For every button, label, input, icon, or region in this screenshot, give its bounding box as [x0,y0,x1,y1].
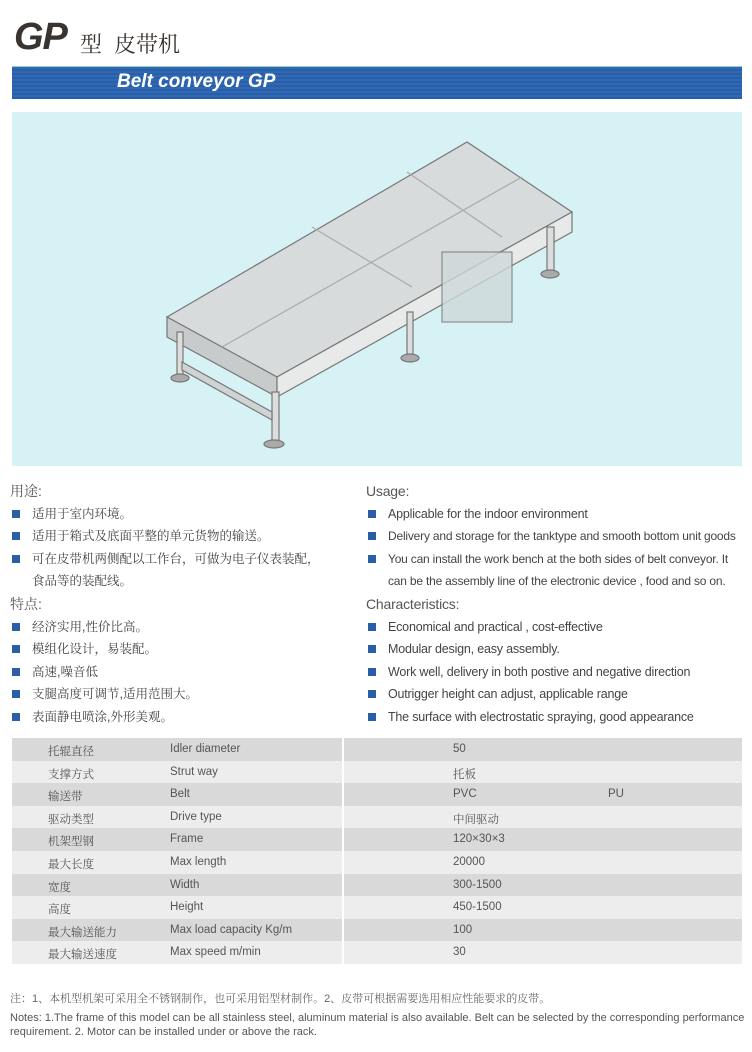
bullet-icon [368,668,376,676]
bullet-icon [368,645,376,653]
spec-table [12,738,742,964]
cell-en: Width [170,878,200,891]
cell-v1: 100 [453,923,473,936]
table-row [12,941,742,964]
bullet-icon [368,510,376,518]
item-text: The surface with electrostatic spraying, good appearance [388,709,694,724]
page-title-cn [80,28,180,59]
item-text: Economical and practical , cost-effective [388,619,603,634]
item-text: You can install the work bench at the both sides of belt conveyor. It [388,551,728,566]
bullet-icon [12,555,20,563]
bullet-icon [12,623,20,631]
item-text: 可在皮带机两侧配以工作台，可做为电子仪表装配， [32,551,320,566]
list-item [10,503,355,526]
cell-cn: 宽度 [48,881,71,894]
cell-v1: 50 [453,743,466,755]
notes-en: Notes: 1.The frame of this model can be all stainless steel, aluminum material is also available. Belt can be selected by the corresponding performance requirement. 2. Motor can be installed under or above the rack. [10,1012,745,1038]
item-text: Applicable for the indoor environment [388,506,588,521]
bullet-icon [12,510,20,518]
cell-v1: 300-1500 [453,878,502,891]
cell-v1: 120×30×3 [453,833,505,846]
cell-cn: 最大长度 [48,858,94,871]
column-divider [342,896,344,919]
cell-en: Max load capacity Kg/m [170,923,293,936]
cell-cn: 最大输送速度 [48,949,117,962]
cell-en: Frame [170,833,204,846]
cell-en: Belt [170,788,190,801]
item-text: 经济实用,性价比高。 [32,619,148,634]
list-item [10,661,355,684]
bullet-icon [12,645,20,653]
conveyor-illustration [12,112,742,466]
product-image [12,112,742,466]
cell-en: Idler diameter [170,743,241,755]
usage-heading-en: Usage: [366,483,410,499]
cell-v1: PVC [453,788,477,801]
list-item [10,706,355,729]
cell-en: Max length [170,855,227,868]
list-item [366,683,751,706]
list-item [366,661,751,684]
list-item [366,548,751,571]
model-logo: GP [14,16,67,58]
list-item [366,525,751,548]
bullet-icon [12,668,20,676]
item-text: Outrigger height can adjust, applicable range [388,687,628,702]
cell-v2: PU [608,788,624,801]
item-continuation: can be the assembly line of the electronic device , food and so on. [388,574,726,589]
item-text: 表面静电喷涂,外形美观。 [32,709,173,724]
cell-cn: 输送带 [48,791,83,804]
list-item [10,548,355,571]
item-text: Work well, delivery in both postive and negative direction [388,664,691,679]
table-row [12,896,742,919]
item-continuation: 食品等的装配线。 [32,574,133,589]
features-heading-en: Characteristics: [366,595,460,612]
usage-heading-cn: 用途: [10,483,42,499]
table-row [12,783,742,806]
cell-v1: 30 [453,946,466,959]
bullet-icon [368,690,376,698]
column-divider [342,941,344,964]
column-divider [342,828,344,851]
item-text: 适用于箱式及底面平整的单元货物的输送。 [32,529,270,544]
cell-v1: 中间驱动 [453,813,499,826]
bullet-icon [368,555,376,563]
cell-en: Height [170,901,204,914]
column-divider [342,783,344,806]
cell-cn: 高度 [48,904,71,917]
bullet-icon [12,713,20,721]
cell-v1: 托板 [453,768,476,781]
bullet-icon [368,532,376,540]
bullet-icon [368,713,376,721]
item-text: 高速,噪音低 [32,664,98,679]
table-row [12,738,742,761]
column-divider [342,761,344,784]
column-divider [342,919,344,942]
type-label: 型 [80,33,103,58]
notes-cn: 注：1、本机型机架可采用全不锈钢制作，也可采用铝型材制作。2、皮带可根据需要选用相应性能要求的皮带。 [10,993,551,1005]
bullet-icon [12,532,20,540]
cell-en: Strut way [170,765,218,778]
bullet-icon [368,623,376,631]
cell-en: Max speed m/min [170,946,261,959]
item-text: 模组化设计，易装配。 [32,642,158,657]
table-row [12,851,742,874]
item-text: Modular design, easy assembly. [388,642,560,657]
cell-cn: 最大输送能力 [48,926,117,939]
list-item [366,638,751,661]
table-row [12,874,742,897]
title-banner [12,66,742,99]
cell-v1: 20000 [453,855,485,868]
banner-title: Belt conveyor GP [117,71,276,92]
chinese-description [10,480,355,729]
list-item [10,638,355,661]
table-row [12,919,742,942]
list-item [10,616,355,639]
list-item [366,616,751,639]
features-heading-cn: 特点: [10,595,42,612]
cell-en: Drive type [170,810,222,823]
cell-cn: 机架型钢 [48,836,94,849]
item-text: 适用于室内环境。 [32,506,133,521]
list-item [366,503,751,526]
list-item [10,683,355,706]
list-item [366,706,751,729]
column-divider [342,738,344,761]
table-row [12,761,742,784]
cell-cn: 驱动类型 [48,813,94,826]
list-item [10,525,355,548]
bullet-icon [12,690,20,698]
table-row [12,828,742,851]
product-name-cn: 皮带机 [114,33,181,58]
item-text: 支腿高度可调节,适用范围大。 [32,687,198,702]
cell-v1: 450-1500 [453,901,502,914]
column-divider [342,851,344,874]
item-text: Delivery and storage for the tanktype and smooth bottom unit goods [388,529,736,544]
column-divider [342,874,344,897]
english-description [366,480,751,729]
table-row [12,806,742,829]
cell-cn: 托辊直径 [48,746,94,758]
cell-cn: 支撑方式 [48,768,94,781]
column-divider [342,806,344,829]
